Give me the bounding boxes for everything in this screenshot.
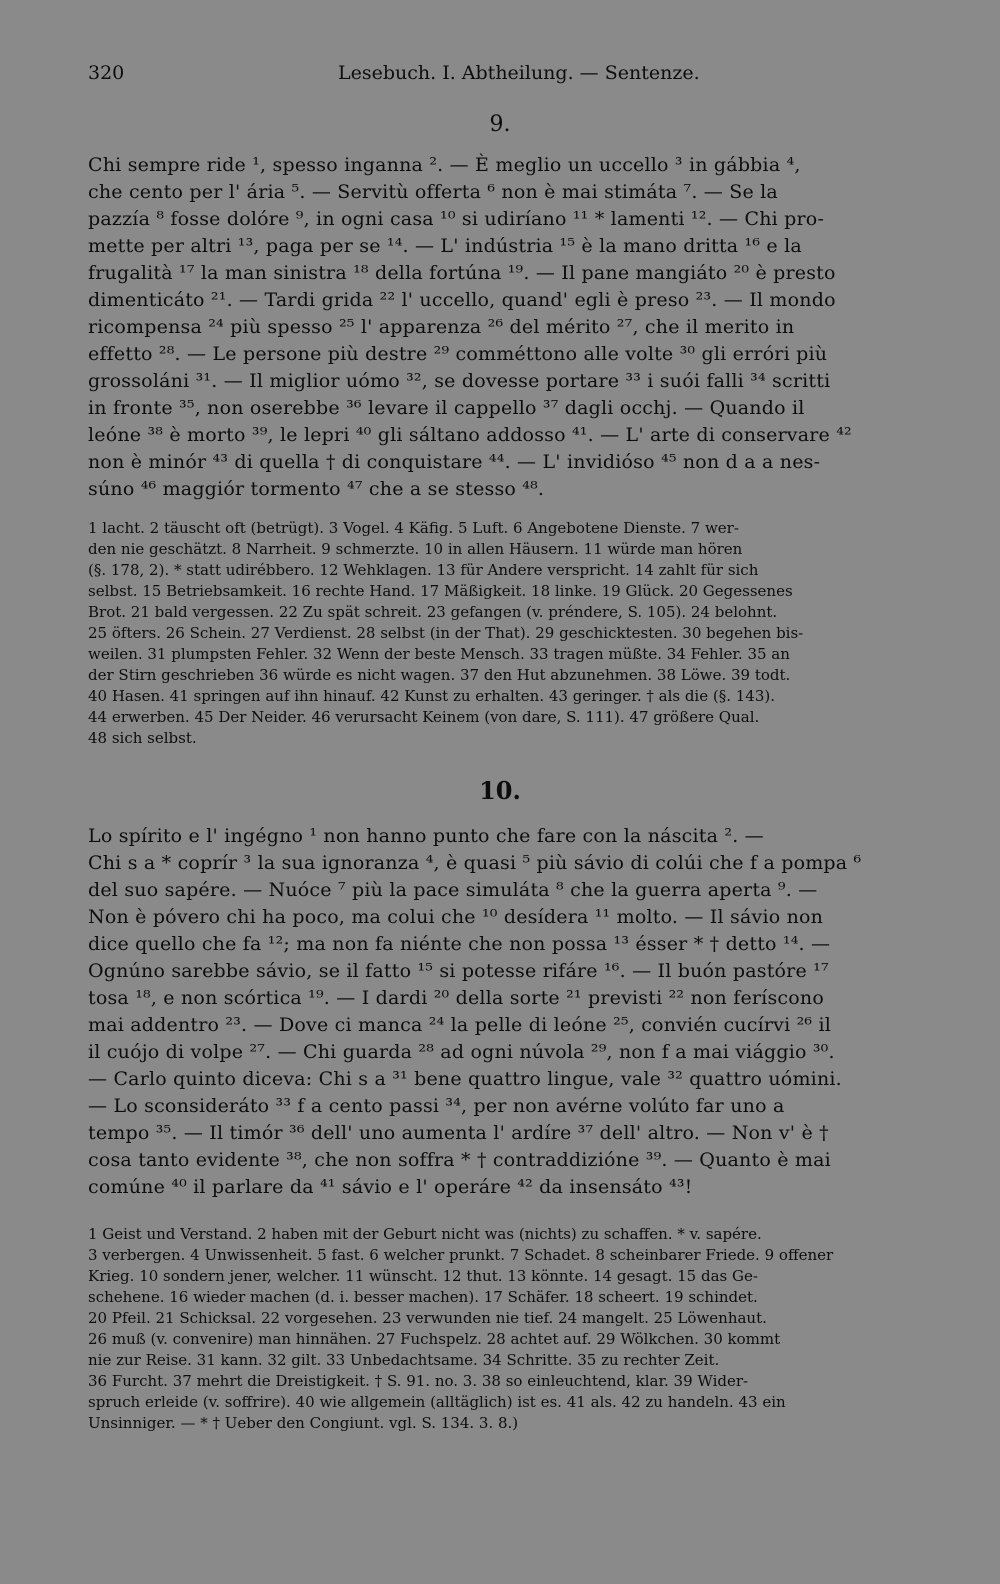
footnote-line: 1 lacht. 2 täuscht oft (betrügt). 3 Vogel. 4 Käfig. 5 Luft. 6 Angebotene Dienste. 7 wer- — [88, 519, 739, 537]
section-9-number: 9. — [489, 112, 511, 137]
footnote-line: selbst. 15 Betriebsamkeit. 16 rechte Hand. 17 Mäßigkeit. 18 linke. 19 Glück. 20 Gegessenes — [88, 582, 793, 600]
running-title: Lesebuch. I. Abtheilung. — Sentenze. — [338, 62, 700, 84]
footnote-line: 1 Geist und Verstand. 2 haben mit der Geburt nicht was (nichts) zu schaffen. * v. sapére. — [88, 1225, 762, 1243]
footnote-line: 40 Hasen. 41 springen auf ihn hinauf. 42 Kunst zu erhalten. 43 geringer. † als die (§. 143). — [88, 687, 776, 705]
text-line: grossoláni ³¹. — Il miglior uómo ³², se dovesse portare ³³ i suói falli ³⁴ scritti — [88, 370, 831, 392]
text-line: mai addentro ²³. — Dove ci manca ²⁴ la pelle di leóne ²⁵, convién cucírvi ²⁶ il — [88, 1014, 832, 1036]
footnote-line: Brot. 21 bald vergessen. 22 Zu spät schreit. 23 gefangen (v. préndere, S. 105). 24 belohnt. — [88, 603, 778, 621]
text-line: Ognúno sarebbe sávio, se il fatto ¹⁵ si potesse rifáre ¹⁶. — Il buón pastóre ¹⁷ — [88, 960, 829, 982]
text-line: Chi s a * coprír ³ la sua ignoranza ⁴, è quasi ⁵ più sávio di colúi che f a pompa ⁶ — [88, 852, 862, 874]
footnote-line: 3 verbergen. 4 Unwissenheit. 5 fast. 6 welcher prunkt. 7 Schadet. 8 scheinbarer Friede. 9 offener — [88, 1246, 834, 1264]
text-line: Non è póvero chi ha poco, ma colui che ¹⁰ desídera ¹¹ molto. — Il sávio non — [88, 906, 824, 928]
footnote-line: 25 öfters. 26 Schein. 27 Verdienst. 28 selbst (in der That). 29 geschicktesten. 30 begehen bis- — [88, 624, 804, 642]
text-line: dimenticáto ²¹. — Tardi grida ²² l' uccello, quand' egli è preso ²³. — Il mondo — [88, 289, 836, 311]
footnote-line: spruch erleide (v. soffrire). 40 wie allgemein (alltäglich) ist es. 41 als. 42 zu handeln. 43 ein — [88, 1393, 786, 1411]
text-line: Chi sempre ride ¹, spesso inganna ². — È meglio un uccello ³ in gábbia ⁴, — [88, 154, 801, 176]
text-line: comúne ⁴⁰ il parlare da ⁴¹ sávio e l' operáre ⁴² da insensáto ⁴³! — [88, 1176, 693, 1198]
text-line: effetto ²⁸. — Le persone più destre ²⁹ comméttono alle volte ³⁰ gli erróri più — [88, 343, 828, 365]
text-line: che cento per l' ária ⁵. — Servitù offerta ⁶ non è mai stimáta ⁷. — Se la — [88, 181, 778, 203]
text-line: — Lo sconsideráto ³³ f a cento passi ³⁴, per non avérne volúto far uno a — [88, 1095, 785, 1117]
text-line: non è minór ⁴³ di quella † di conquistare ⁴⁴. — L' invidióso ⁴⁵ non d a a nes- — [88, 451, 821, 473]
footnote-line: 20 Pfeil. 21 Schicksal. 22 vorgesehen. 23 verwunden nie tief. 24 mangelt. 25 Löwenhaut. — [88, 1309, 767, 1327]
text-line: — Carlo quinto diceva: Chi s a ³¹ bene quattro lingue, vale ³² quattro uómini. — [88, 1068, 842, 1090]
footnote-line: Krieg. 10 sondern jener, welcher. 11 wünscht. 12 thut. 13 könnte. 14 gesagt. 15 das Ge- — [88, 1267, 758, 1285]
text-line: tosa ¹⁸, e non scórtica ¹⁹. — I dardi ²⁰ della sorte ²¹ previsti ²² non feríscono — [88, 987, 824, 1009]
footnote-line: nie zur Reise. 31 kann. 32 gilt. 33 Unbedachtsame. 34 Schritte. 35 zu rechter Zeit. — [88, 1351, 720, 1369]
text-line: leóne ³⁸ è morto ³⁹, le lepri ⁴⁰ gli sáltano addosso ⁴¹. — L' arte di conservare ⁴² — [88, 424, 852, 446]
text-line: súno ⁴⁶ maggiór tormento ⁴⁷ che a se stesso ⁴⁸. — [88, 478, 545, 500]
text-line: del suo sapére. — Nuóce ⁷ più la pace simuláta ⁸ che la guerra aperta ⁹. — — [88, 879, 818, 901]
footnote-line: Unsinniger. — * † Ueber den Congiunt. vgl. S. 134. 3. 8.) — [88, 1414, 519, 1432]
text-line: frugalità ¹⁷ la man sinistra ¹⁸ della fortúna ¹⁹. — Il pane mangiáto ²⁰ è presto — [88, 262, 836, 284]
text-line: cosa tanto evidente ³⁸, che non soffra * † contraddizióne ³⁹. — Quanto è mai — [88, 1149, 831, 1171]
footnote-line: der Stirn geschrieben 36 würde es nicht wagen. 37 den Hut abzunehmen. 38 Löwe. 39 todt. — [88, 666, 791, 684]
footnote-line: schehene. 16 wieder machen (d. i. besser machen). 17 Schäfer. 18 scheert. 19 schindet. — [88, 1288, 758, 1306]
footnote-line: weilen. 31 plumpsten Fehler. 32 Wenn der beste Mensch. 33 tragen müßte. 34 Fehler. 35 an — [88, 645, 790, 663]
section-10-number: 10. — [479, 776, 521, 805]
text-line: dice quello che fa ¹²; ma non fa niénte che non possa ¹³ ésser * † detto ¹⁴. — — [88, 933, 831, 955]
footnote-line: (§. 178, 2). * statt udirébbero. 12 Wehklagen. 13 für Andere verspricht. 14 zahlt für sich — [88, 561, 759, 579]
text-line: tempo ³⁵. — Il timór ³⁶ dell' uno aumenta l' ardíre ³⁷ dell' altro. — Non v' è † — [88, 1122, 829, 1144]
footnote-line: 44 erwerben. 45 Der Neider. 46 verursacht Keinem (von dare, S. 111). 47 größere Qual. — [88, 708, 760, 726]
text-line: pazzía ⁸ fosse dolóre ⁹, in ogni casa ¹⁰ si udiríano ¹¹ * lamenti ¹². — Chi pro- — [88, 208, 825, 230]
footnote-line: 36 Furcht. 37 mehrt die Dreistigkeit. † S. 91. no. 3. 38 so einleuchtend, klar. 39 Wider- — [88, 1372, 749, 1390]
text-line: il cuójo di volpe ²⁷. — Chi guarda ²⁸ ad ogni núvola ²⁹, non f a mai viággio ³⁰. — [88, 1041, 835, 1063]
text-line: mette per altri ¹³, paga per se ¹⁴. — L' indústria ¹⁵ è la mano dritta ¹⁶ e la — [88, 235, 802, 257]
footnote-line: 26 muß (v. convenire) man hinnähen. 27 Fuchspelz. 28 achtet auf. 29 Wölkchen. 30 kommt — [88, 1330, 781, 1348]
page-header — [88, 62, 906, 92]
footnote-line: den nie geschätzt. 8 Narrheit. 9 schmerzte. 10 in allen Häusern. 11 würde man hören — [88, 540, 743, 558]
text-line: Lo spírito e l' ingégno ¹ non hanno punto che fare con la náscita ². — — [88, 825, 764, 847]
text-line: in fronte ³⁵, non oserebbe ³⁶ levare il cappello ³⁷ dagli occhj. — Quando il — [88, 397, 805, 419]
footnote-line: 48 sich selbst. — [88, 729, 197, 747]
text-line: ricompensa ²⁴ più spesso ²⁵ l' apparenza ²⁶ del mérito ²⁷, che il merito in — [88, 316, 795, 338]
page-number: 320 — [88, 62, 125, 84]
